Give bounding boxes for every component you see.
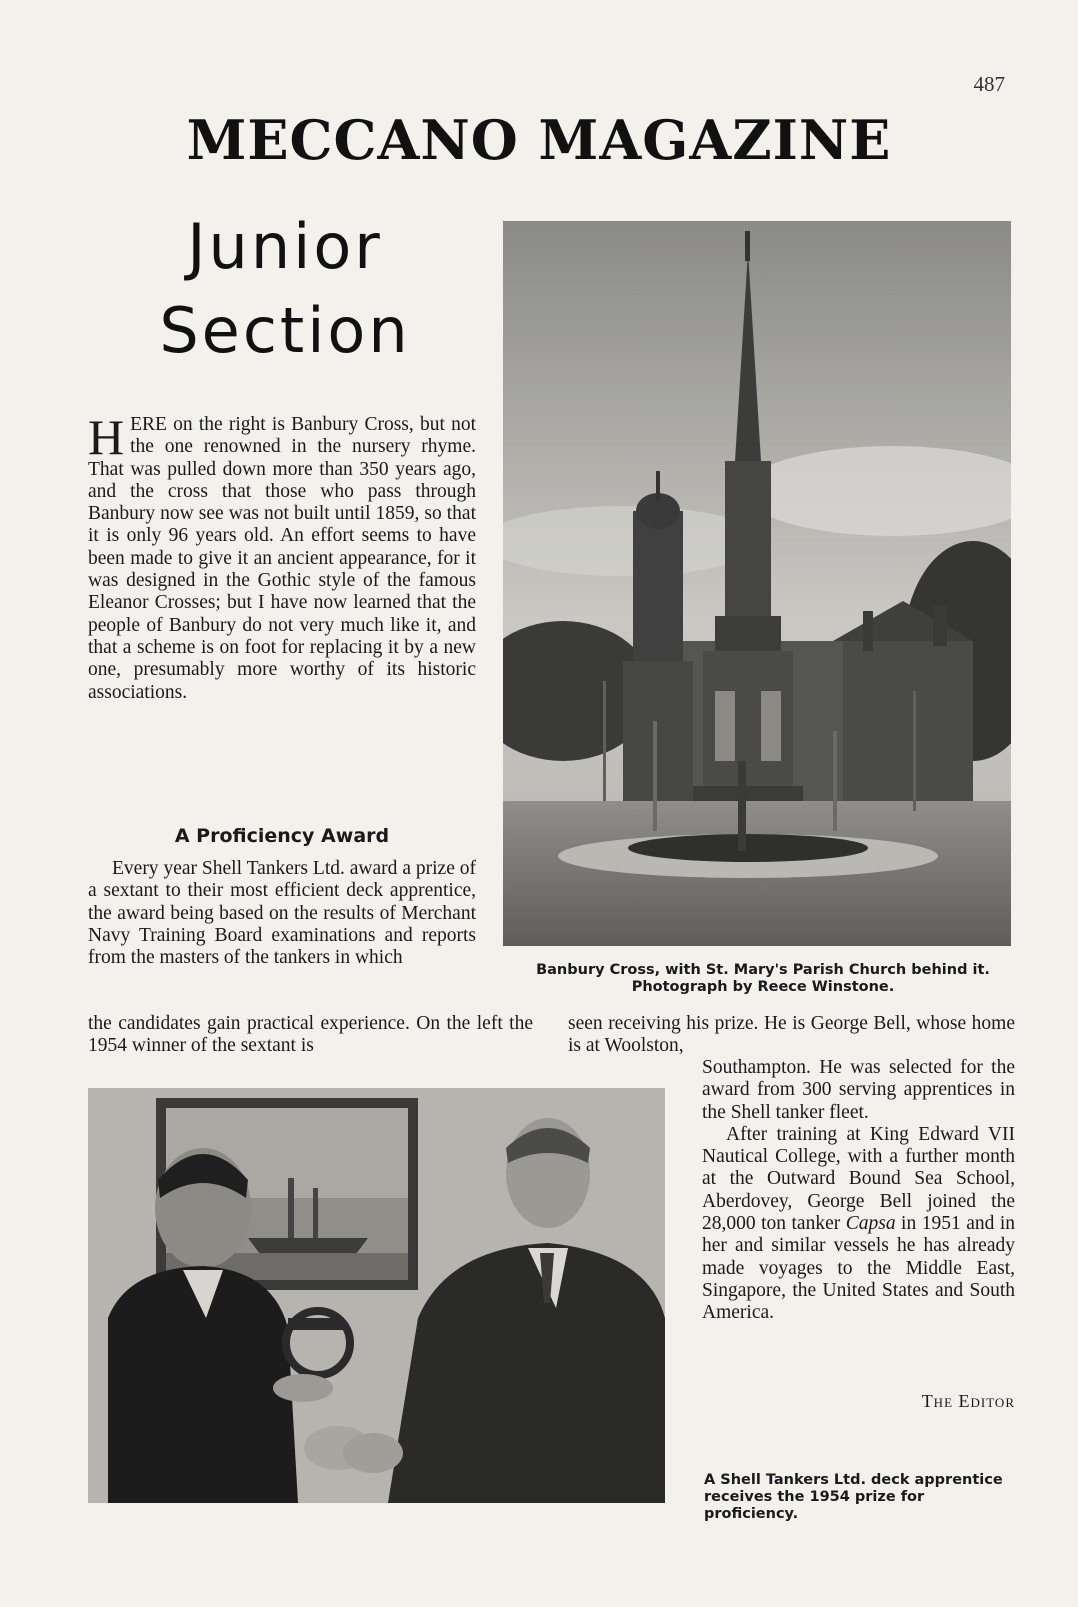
drop-cap: H [88,409,125,465]
award-second-text-a: After training at King Edward VII Nautical College, with a further month at the Outward Bound Sea School, Aberdovey, George Bell joined the 28,000 ton tanker [702,1123,1015,1235]
banbury-cross-photo [503,221,1011,946]
caption-ship-line1: A Shell Tankers Ltd. deck apprentice [704,1472,1003,1488]
section-title-line2: Section [159,294,411,367]
award-heading: A Proficiency Award [174,825,390,847]
award-second-paragraph [702,1124,1015,1325]
award-narrow-text: Southampton. He was selected for the award from 300 serving apprentices in the Shell tanker fleet. [702,1057,1015,1123]
award-text: Every year Shell Tankers Ltd. award a prize of a sextant to their most efficient deck apprentice, the award being based on the results of Merchant Navy Training Board examinations and reports from the masters of the tankers in which [88,858,476,969]
caption-cross-line1: Banbury Cross, with St. Mary's Parish Church behind it. [536,962,990,978]
banbury-cross-caption [503,962,1023,996]
section-title [150,205,420,373]
intro-paragraph [88,409,476,704]
intro-text: ERE on the right is Banbury Cross, but not the one renowned in the nursery rhyme. That was pulled down more than 350 years ago, and the cross that those who pass through Banbury now see was not built until 1859, so that it is only 96 years old. An effort seems to have been made to give it an ancient appearance, for it was designed in the Gothic style of the famous Eleanor Crosses; but I have now learned that the people of Banbury do not very much like it, and that a scheme is on foot for replacing it by a new one, presumably more worthy of its historic associations. [88,414,476,703]
award-narrow-column [702,1057,1015,1325]
sextant-presentation-photo [88,1088,665,1503]
page-number: 487 [973,72,1005,96]
sextant-photo-caption [704,1472,1019,1523]
award-right-column: seen receiving his prize. He is George Bell, whose home is at Woolston, [568,1013,1015,1057]
masthead-title: MECCANO MAGAZINE [186,108,892,172]
award-second-text-b: in 1951 and in her and similar vessels he has already made voyages to the Middle East, Singapore, the United States and South America. [702,1213,1015,1324]
caption-ship-line2: receives the 1954 prize for proficiency. [704,1489,925,1522]
award-paragraph [88,858,476,969]
section-title-line1: Junior [187,210,383,283]
caption-cross-line2: Photograph by Reece Winstone. [631,979,895,995]
award-paragraph-continued: the candidates gain practical experience. On the left the 1954 winner of the sextant is [88,1013,533,1057]
ship-name: Capsa [845,1213,896,1235]
editor-signature: The Editor [921,1391,1015,1411]
